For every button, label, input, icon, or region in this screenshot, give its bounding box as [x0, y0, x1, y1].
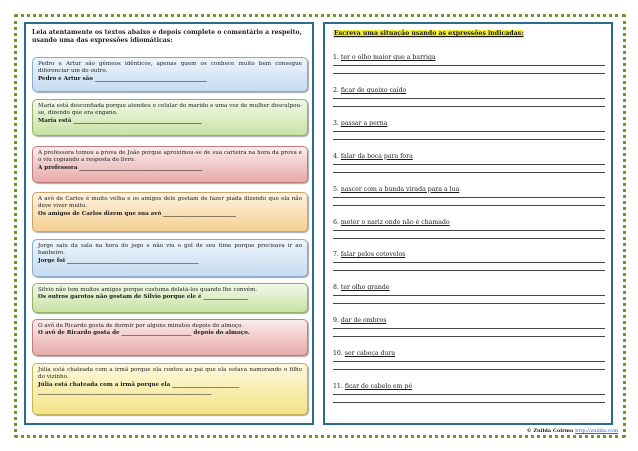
- writing-line[interactable]: [333, 197, 605, 198]
- box-statement: Maria está ______________________________________________: [38, 117, 202, 124]
- expression-item: [333, 153, 605, 161]
- expression-text: ficar de queixo caído: [340, 86, 407, 94]
- box-text: Júlia está chateada com a irmã porque ela contou ao pai que ela estava namorando o filho do vizinho.: [38, 367, 302, 381]
- writing-line[interactable]: [333, 139, 605, 140]
- box-statement: A professora ____________________________________________: [38, 164, 203, 171]
- box-statement: O avô de Ricardo gosta de _________________________ depois do almoço.: [38, 330, 250, 337]
- writing-line[interactable]: [333, 361, 605, 362]
- writing-line[interactable]: [333, 98, 605, 99]
- expression-number: 6.: [333, 218, 339, 226]
- expression-text: falar pelos cotovelos: [340, 251, 406, 259]
- box-statement: Jorge foi _______________________________________________: [38, 257, 199, 264]
- left-instruction: Leia atentamente os textos abaixo e depois complete o comentário a respeito, usando uma das expressões idiomáticas:: [32, 29, 302, 45]
- expression-item: [333, 284, 605, 292]
- expression-text: ter o olho maior que a barriga: [340, 54, 436, 61]
- right-title: Escreva uma situação usando as expressões indicadas:: [334, 30, 524, 37]
- expression-number: 1.: [333, 54, 339, 61]
- box-text: Pedro e Artur são gêmeos idênticos, apenas quem os conhece muito bem consegue diferenciar um do outro.: [38, 61, 302, 75]
- expression-item: [333, 87, 605, 95]
- text-box-1: [32, 57, 308, 92]
- expression-text: ter olho grande: [340, 284, 390, 292]
- box-text: O avô de Ricardo gosta de dormir por alguns minutos depois do almoço.: [38, 323, 244, 329]
- expression-text: passar a perna: [340, 119, 388, 127]
- writing-line[interactable]: [333, 205, 605, 206]
- footer-credit: [527, 428, 618, 435]
- reading-panel: [24, 22, 314, 425]
- writing-line[interactable]: [333, 131, 605, 132]
- writing-line[interactable]: [333, 65, 605, 66]
- box-statement: Pedro e Artur são ________________________________________: [38, 75, 207, 82]
- text-box-5: [32, 239, 308, 277]
- writing-line[interactable]: [333, 328, 605, 329]
- box-statement: Os outros garotos não gostam de Silvio porque ele é ________________: [38, 294, 249, 301]
- text-box-4: [32, 192, 308, 232]
- expression-number: 3.: [333, 119, 339, 127]
- box-extra-line: ______________________________________________________________: [38, 389, 212, 396]
- expression-number: 7.: [333, 251, 339, 259]
- expression-item: [333, 383, 605, 391]
- writing-panel: [323, 22, 613, 425]
- writing-line[interactable]: [333, 295, 605, 296]
- writing-line[interactable]: [333, 303, 605, 304]
- box-text: Maria está desconfiada porque atendeu o celular do marido e uma voz de mulher desculpou-se, dizendo que era engano.: [38, 103, 302, 117]
- expression-text: ficar de cabelo em pé: [344, 383, 413, 390]
- expression-text: nascer com a bunda virada para a lua: [340, 185, 460, 193]
- expression-text: meter o nariz onde não é chamado: [340, 218, 450, 226]
- expression-number: 11.: [333, 383, 343, 390]
- expression-item: [333, 186, 605, 194]
- writing-line[interactable]: [333, 402, 605, 403]
- text-box-2: [32, 99, 308, 136]
- expression-number: 2.: [333, 86, 339, 94]
- writing-line[interactable]: [333, 336, 605, 337]
- expression-item: [333, 350, 605, 358]
- expression-text: ser cabeça dura: [344, 350, 396, 358]
- writing-line[interactable]: [333, 230, 605, 231]
- expression-number: 9.: [333, 317, 339, 325]
- writing-line[interactable]: [333, 270, 605, 271]
- writing-line[interactable]: [333, 262, 605, 263]
- writing-line[interactable]: [333, 106, 605, 107]
- box-statement: Júlia está chateada com a irmã porque ela ________________________: [38, 381, 240, 388]
- writing-line[interactable]: [333, 73, 605, 74]
- author-name: © Zuilda Coirmo: [526, 428, 574, 434]
- expression-item: [333, 219, 605, 227]
- writing-line[interactable]: [333, 369, 605, 370]
- box-text: A avó de Carlos é muito velha e os amigos dele gostam de fazer piada dizendo que ela não deve viver muito.: [38, 196, 302, 210]
- expression-item: [333, 54, 605, 62]
- text-box-7: [32, 319, 308, 356]
- box-text: Jorge saiu da sala na hora do jogo e não viu o gol de seu time porque precisava ir ao banheiro.: [38, 243, 302, 257]
- expression-item: [333, 120, 605, 128]
- expression-item: [333, 251, 605, 259]
- expression-number: 10.: [333, 350, 343, 358]
- text-box-8: [32, 363, 308, 415]
- expression-item: [333, 317, 605, 325]
- box-text: A professora tomou a prova de João porque aproximou-se de sua carteira na hora da prova e o viu copiando a resposta do livro.: [38, 150, 302, 164]
- text-box-6: [32, 283, 308, 313]
- writing-line[interactable]: [333, 172, 605, 173]
- expression-number: 8.: [333, 284, 339, 292]
- author-link[interactable]: http://zuilda.com: [575, 428, 618, 434]
- expression-number: 4.: [333, 152, 339, 160]
- box-statement: Os amigos de Carlos dizem que sua avó __________________________: [38, 210, 236, 217]
- writing-line[interactable]: [333, 164, 605, 165]
- expression-number: 5.: [333, 185, 339, 193]
- expression-text: dar de ombros: [340, 317, 387, 325]
- text-box-3: [32, 146, 308, 183]
- box-text: Silvio não tem muitos amigos porque costuma delatá-los quando lhe convém.: [38, 287, 258, 293]
- writing-line[interactable]: [333, 238, 605, 239]
- expression-text: falar da boca para fora: [340, 152, 413, 160]
- writing-line[interactable]: [333, 394, 605, 395]
